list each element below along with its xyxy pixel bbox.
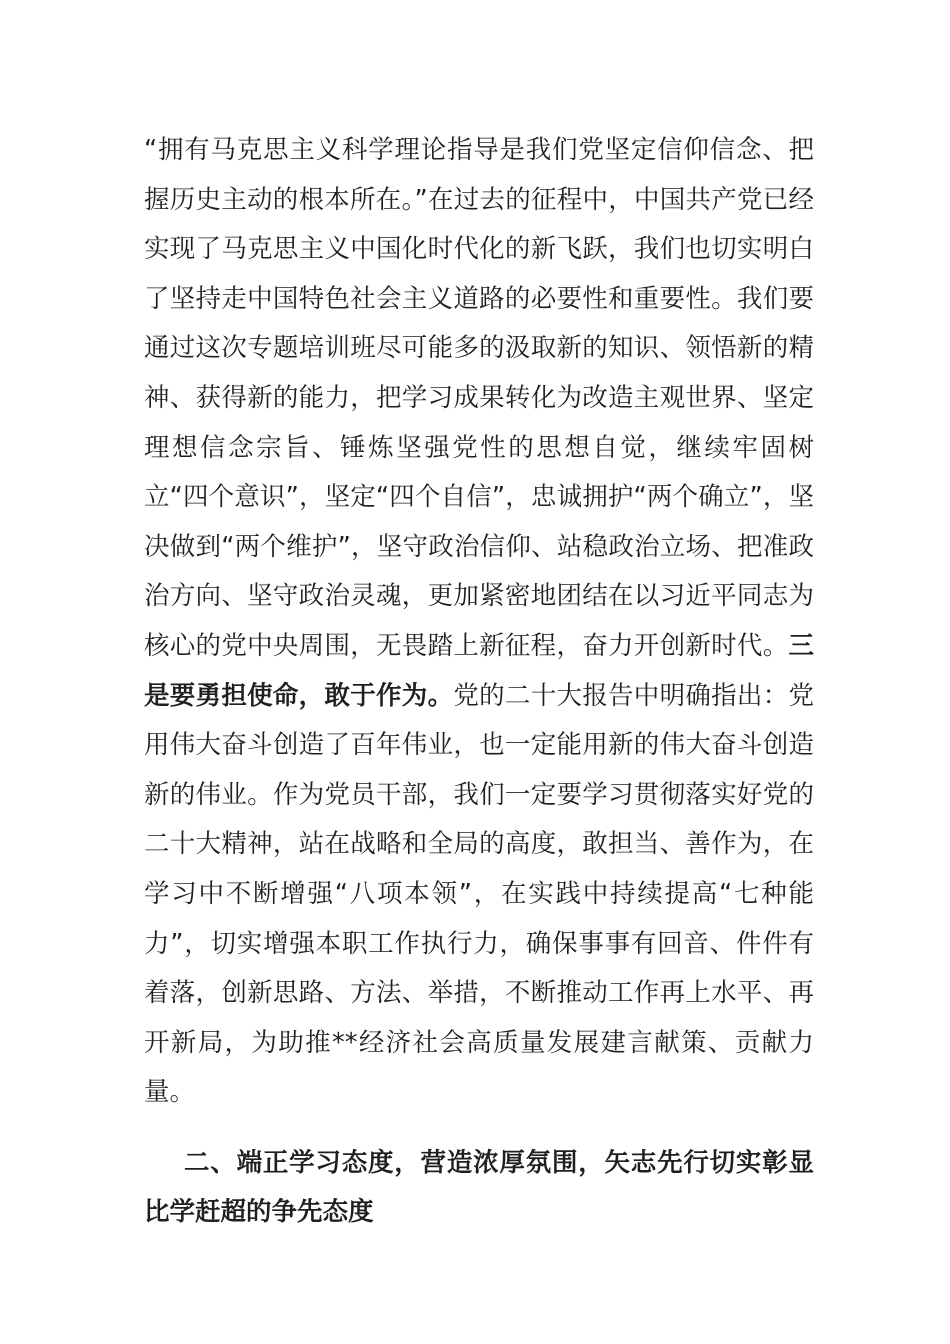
document-body [144, 126, 814, 1238]
body-paragraph [144, 126, 814, 1118]
paragraph-text: “拥有马克思主义科学理论指导是我们党坚定信仰信念、把握历史主动的根本所在。”在过去的征程中，中国共产党已经实现了马克思主义中国化时代化的新飞跃，我们也切实明白了坚持走中国特色社会主义道路的必要性和重要性。我们要通过这次专题培训班尽可能多的汲取新的知识、领悟新的精神、获得新的能力，把学习成果转化为改造主观世界、坚定理想信念宗旨、锤炼坚强党性的思想自觉，继续牢固树立“四个意识”，坚定“四个自信”，忠诚拥护“两个确立”，坚决做到“两个维护”，坚守政治信仰、站稳政治立场、把准政治方向、坚守政治灵魂，更加紧密地团结在以习近平同志为核心的党中央周围，无畏踏上新征程，奋力开创新时代。 [144, 135, 814, 661]
bold-subheading: 三是要勇担使命，敢于作为。 [144, 630, 814, 711]
section-heading: 二、端正学习态度，营造浓厚氛围，矢志先行切实彰显比学赶超的争先态度 [144, 1147, 814, 1228]
paragraph-text-continued: 党的二十大报告中明确指出：党用伟大奋斗创造了百年伟业，也一定能用新的伟大奋斗创造新的伟业。作为党员干部，我们一定要学习贯彻落实好党的二十大精神，站在战略和全局的高度，敢担当、善作为，在学习中不断增强“八项本领”，在实践中持续提高“七种能力”，切实增强本职工作执行力，确保事事有回音、件件有着落，创新思路、方法、举措，不断推动工作再上水平、再开新局，为助推**经济社会高质量发展建言献策、贡献力量。 [144, 680, 814, 1108]
